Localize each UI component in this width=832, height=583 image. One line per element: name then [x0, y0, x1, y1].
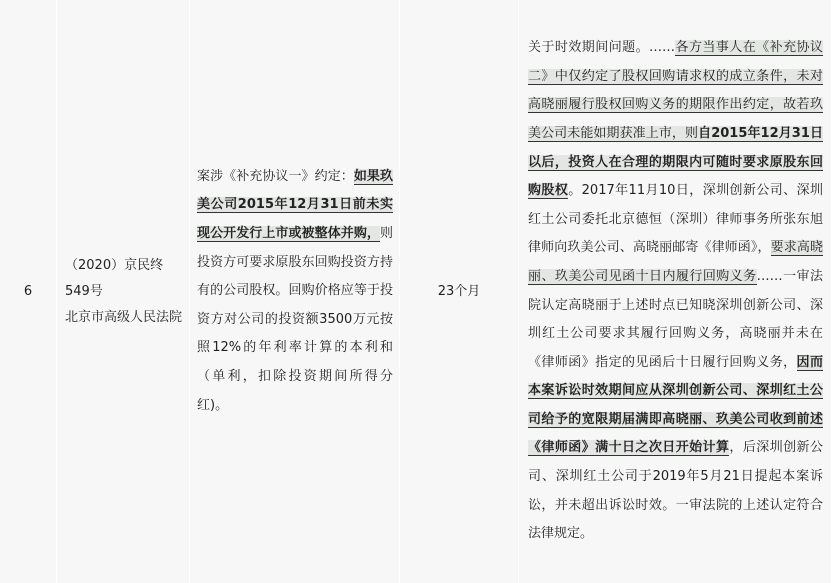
agreement-cell	[190, 0, 400, 583]
judgment-text-1: 关于时效期间问题。……	[528, 40, 676, 56]
judgment-text-4: ，后深圳创新公司、深圳红土公司于2019年5月21日提起本案诉讼，并未超出诉讼时效。一审法院的上述认定符合法律规定。	[528, 440, 823, 542]
agreement-intro: 案涉《补充协议一》约定：	[197, 168, 354, 184]
row-number: 6	[23, 284, 33, 299]
judgment-highlight-2: 要求高晓丽、玖美公司见函十日内履行回购义务	[528, 240, 823, 284]
judgment-highlight-1: 各方当事人在《补充协议二》中仅约定了股权回购请求权的成立条件，未对高晓丽履行股权回购义务的期限作出约定，故若玖美公司未能如期获准上市，则	[528, 40, 823, 141]
agreement-key-clause: 如果玖美公司2015年12月31日前未实现公开发行上市或被整体并购，	[197, 168, 393, 242]
duration-value: 23个月	[437, 284, 481, 299]
court-name: 北京市高级人民法院	[65, 309, 183, 325]
judgment-highlight-1-bold: 自2015年12月31日以后，投资人在合理的期限内可随时要求原股东回购股权	[528, 125, 823, 199]
duration-cell	[400, 0, 519, 583]
case-cell	[57, 0, 190, 583]
row-number-cell	[0, 0, 57, 583]
judgment-cell	[519, 0, 832, 583]
agreement-rest: 则投资方可要求原股东回购投资方持有的公司股权。回购价格应等于投资方对公司的投资额3500万元按照12%的年利率计算的本利和（单利，扣除投资期间所得分红)。	[197, 226, 393, 413]
judgment-highlight-3-bold: 因而本案诉讼时效期间应从深圳创新公司、深圳红土公司给予的宽限期届满即高晓丽、玖美公司收到前述《律师函》满十日之次日开始计算	[528, 354, 823, 456]
judgment-text-3: ……一审法院认定高晓丽于上述时点已知晓深圳创新公司、深圳红土公司要求其履行回购义务，高晓丽并未在《律师函》指定的见函后十日履行回购义务，	[528, 268, 823, 370]
case-number: （2020）京民终549号	[65, 257, 164, 299]
judgment-text-2: 。2017年11月10日，深圳创新公司、深圳红土公司委托北京德恒（深圳）律师事务所张东旭律师向玖美公司、高晓丽邮寄《律师函》，	[528, 183, 823, 256]
